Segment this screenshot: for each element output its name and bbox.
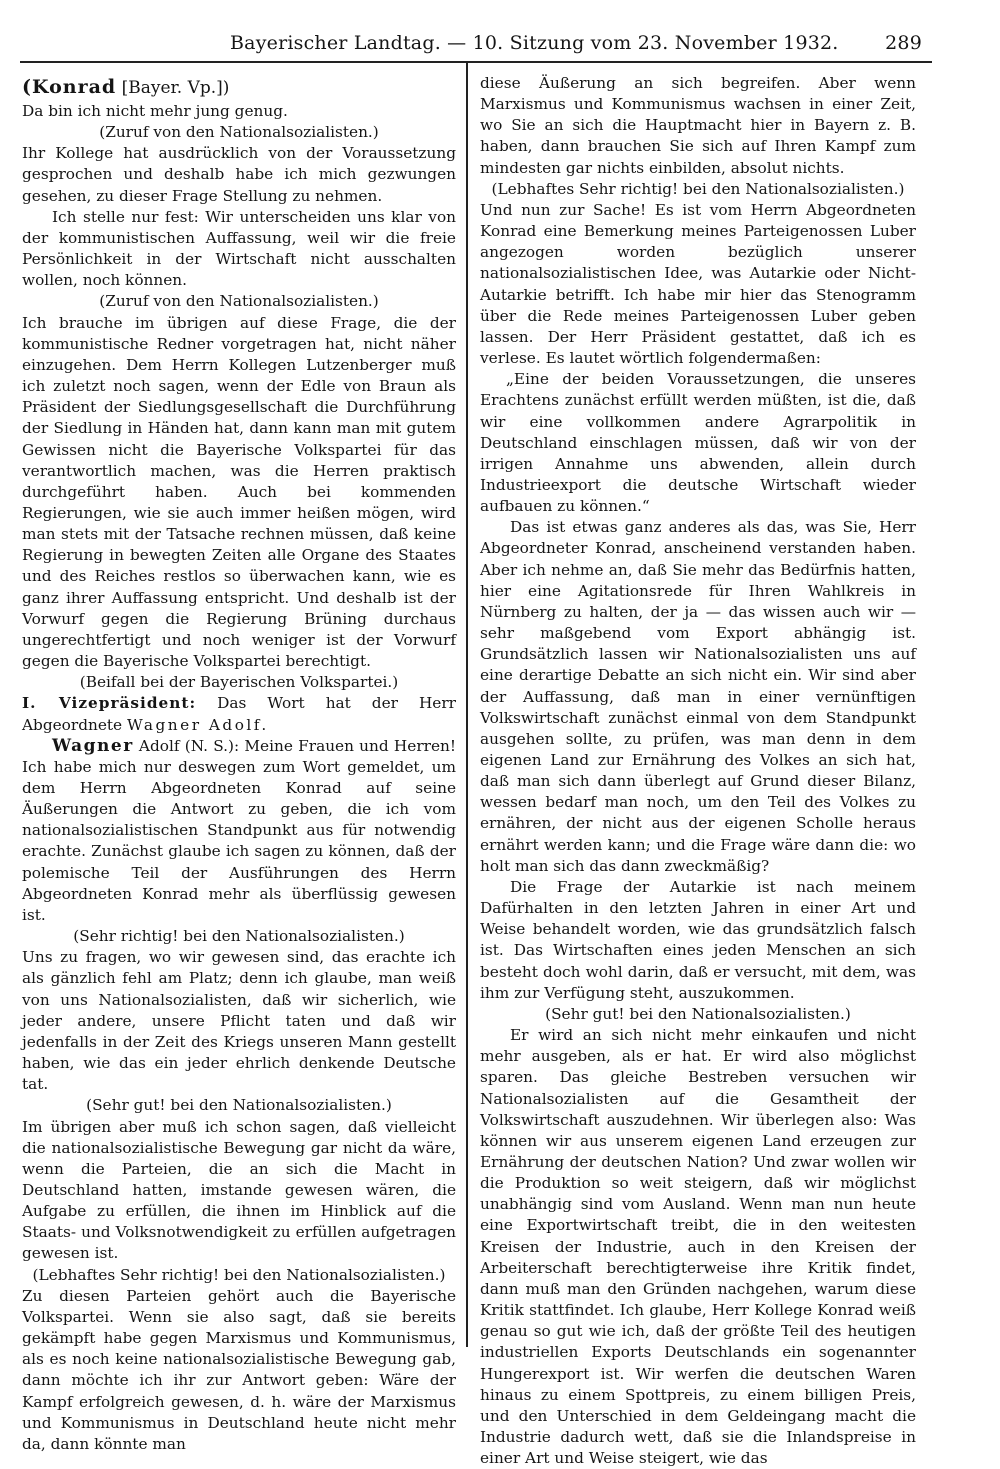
paragraph: Im übrigen aber muß ich schon sagen, daß vielleicht die nationalsozialistische Bewegung gar nicht da wäre, wenn die Parteien, die an sich die Macht in Deutschland hatten, imstande gewesen wären, die Aufgabe zu erfüllen, die ihnen im Hinblick auf die Staats- und Volksnotwendigkeit zu erfüllen aufgetragen gewesen ist. <box>22 1117 456 1263</box>
speaker-name: (Konrad <box>22 76 117 98</box>
paragraph: Das ist etwas ganz anderes als das, was Sie, Herr Abgeordneter Konrad, anscheinend verstanden haben. Aber ich nehme an, daß Sie mehr das Bedürfnis hatten, hier eine Agitationsrede für Ihren Wahlkreis in Nürnberg zu halten, der ja — das wissen auch wir — sehr maßgebend vom Export abhängig ist. Grundsätzlich lassen wir Nationalsozialisten uns auf eine derartige Debatte an sich nicht ein. Wir sind aber der Auffassung, daß man in einer vernünftigen Volkswirtschaft zunächst einmal von dem Standpunkt ausgehen sollte, zu prüfen, was man denn in dem eigenen Land zur Ernährung des Volkes an sich hat, daß man sich dann überlegt auf Grund dieser Bilanz, wessen bedarf man noch, um den Teil des Volkes zu ernähren, der nicht aus der eigenen Scholle heraus ernährt werden kann; und die Frage wäre dann die: wo holt man sich das dann zweckmäßig? <box>480 518 916 875</box>
paragraph: Da bin ich nicht mehr jung genug. <box>22 102 288 120</box>
quoted-stenogram: „Eine der beiden Voraussetzungen, die unseres Erachtens zunächst erfüllt werden müßten, ist die, daß wir eine vollkommen andere Agrarpolitik in Deutschland einschlagen müssen, daß wir von der irrigen Annahme uns abwenden, allein durch Industrieexport die deutsche Wirtschaft wieder aufbauen zu können.“ <box>480 370 916 516</box>
paragraph: Ich stelle nur fest: Wir unterscheiden uns klar von der kommunistischen Auffassung, weil wir die freie Persönlichkeit in der Wirtschaft nicht ausschalten wollen, noch können. <box>22 207 456 290</box>
column-divider <box>466 62 468 1347</box>
vice-president-label: I. Vizepräsident: <box>22 694 197 713</box>
left-column <box>22 74 456 1455</box>
called-speaker-name: Wagner Adolf. <box>126 715 269 734</box>
paragraph: Die Frage der Autarkie ist nach meinem Dafürhalten in den letzten Jahren in einer Art und Weise behandelt worden, wie das grundsätzlich falsch ist. Das Wirtschaften eines jeden Menschen an sich besteht doch wohl darin, daß er versucht, mit dem, was ihm zur Verfügung steht, auszukommen. <box>480 877 916 1002</box>
speaker-party: [Bayer. Vp.]) <box>121 78 230 98</box>
interjection: (Lebhaftes Sehr richtig! bei den Nationalsozialisten.) <box>491 179 905 198</box>
paragraph: Zu diesen Parteien gehört auch die Bayerische Volkspartei. Wenn sie also sagt, daß sie bereits gekämpft habe gegen Marxismus und Kommunismus, als es noch keine nationalsozialistische Bewegung gab, dann möchte ich ihr zur Antwort geben: Wäre der Kampf erfolgreich gewesen, d. h. wäre der Marxismus und Kommunismus in Deutschland heute nicht mehr da, dann könnte man <box>22 1286 456 1453</box>
interjection: (Zuruf von den Nationalsozialisten.) <box>99 292 379 311</box>
paragraph: diese Äußerung an sich begreifen. Aber wenn Marxismus und Kommunismus wachsen in einer Zeit, wo Sie an sich die Hauptmacht hier in Bayern z. B. haben, dann brauchen Sie sich auf Ihren Kampf zum mindesten gar nichts einbilden, absolut nichts. <box>480 74 916 177</box>
paragraph: Er wird an sich nicht mehr einkaufen und nicht mehr ausgeben, als er hat. Er wird also möglichst sparen. Das gleiche Bestreben versuchen wir Nationalsozialisten auf die Gesamtheit der Volkswirtschaft auszudehnen. Wir überlegen also: Was können wir aus unserem eigenen Land erzeugen zur Ernährung der deutschen Nation? Und zwar wollen wir die Produktion so weit steigern, daß wir möglichst unabhängig sind vom Ausland. Wenn man nun heute eine Exportwirtschaft treibt, die in den weitesten Kreisen der Industrie, auch in den Kreisen der Arbeiterschaft berechtigterweise ihre Kritik findet, dann muß man den Gründen nachgehen, warum diese Kritik stattfindet. Ich glaube, Herr Kollege Konrad weiß genau so gut wie ich, daß der größte Teil des heutigen industriellen Exports Deutschlands ein sogenannter Hungerexport ist. Wir werfen die deutschen Waren hinaus zu einem Spottpreis, zu einem billigen Preis, und den Unterschied in dem Geldeingang macht die Industrie dadurch wett, daß sie die Inlandspreise in einer Art und Weise steigert, wie das <box>480 1026 916 1468</box>
paragraph: Adolf (N. S.): Meine Frauen und Herren! Ich habe mich nur deswegen zum Wort gemeldet, um dem Herrn Abgeordneten Konrad auf seine Äußerungen die Antwort zu geben, die ich vom nationalsozialistischen Standpunkt aus für notwendig erachte. Zunächst glaube ich sagen zu können, daß der polemische Teil der Ausführungen des Herrn Abgeordneten Konrad mehr als überflüssig gewesen ist. <box>22 736 456 924</box>
speaker-name-wagner: Wagner <box>52 735 134 756</box>
speaker-heading-konrad <box>22 74 456 101</box>
interjection: (Sehr gut! bei den Nationalsozialisten.) <box>86 1096 392 1115</box>
paragraph: Uns zu fragen, wo wir gewesen sind, das erachte ich als gänzlich fehl am Platz; denn ich glaube, man weiß von uns Nationalsozialisten, daß wir sicherlich, wie jeder andere, unsere Pflicht taten und daß wir jedenfalls in der Zeit des Kriegs unseren Mann gestellt haben, wie das ein jeder ehrlich denkende Deutsche tat. <box>22 948 456 1094</box>
vice-president-text: Das Wort hat der Herr Abgeordnete <box>22 694 456 734</box>
interjection: (Sehr richtig! bei den Nationalsozialisten.) <box>73 927 405 946</box>
paragraph: Ihr Kollege hat ausdrücklich von der Voraussetzung gesprochen und deshalb habe ich mich gezwungen gesehen, zu dieser Frage Stellung zu nehmen. <box>22 144 456 205</box>
page-number: 289 <box>885 32 922 54</box>
header-title: Bayerischer Landtag. — 10. Sitzung vom 23. November 1932. <box>230 32 839 54</box>
paragraph: Und nun zur Sache! Es ist vom Herrn Abgeordneten Konrad eine Bemerkung meines Parteigenossen Luber angezogen worden bezüglich unserer nationalsozialistischen Idee, was Autarkie oder Nicht-Autarkie betrifft. Ich habe mir hier das Stenogramm über die Rede meines Parteigenossen Luber geben lassen. Der Herr Präsident gestattet, daß ich es verlese. Es lautet wörtlich folgendermaßen: <box>480 200 916 368</box>
interjection: (Zuruf von den Nationalsozialisten.) <box>99 123 379 142</box>
paragraph: Ich brauche im übrigen auf diese Frage, die der kommunistische Redner vorgetragen hat, nicht näher einzugehen. Dem Herrn Kollegen Lutzenberger muß ich zuletzt noch sagen, wenn der Edle von Braun als Präsident der Siedlungsgesellschaft die Durchführung der Siedlung in Händen hat, dann kann man mit gutem Gewissen nicht die Bayerische Volkspartei für das verantwortlich machen, was die Herren praktisch durchgeführt haben. Auch bei kommenden Regierungen, wie sie auch immer heißen mögen, wird man stets mit der Tatsache rechnen müssen, daß keine Regierung in bewegten Zeiten alle Organe des Staates und des Reiches restlos so überwachen kann, wie es ganz ihrer Auffassung entspricht. Und deshalb ist der Vorwurf gegen die Regierung Brüning durchaus ungerechtfertigt und noch weniger ist der Vorwurf gegen die Bayerische Volkspartei berechtigt. <box>22 313 456 671</box>
wagner-speech-opening <box>22 736 456 926</box>
interjection: (Lebhaftes Sehr richtig! bei den Nationalsozialisten.) <box>32 1265 446 1284</box>
header-rule <box>20 61 932 63</box>
running-header <box>230 32 930 58</box>
right-column <box>480 73 916 1469</box>
interjection: (Sehr gut! bei den Nationalsozialisten.) <box>545 1004 851 1023</box>
vice-president-statement <box>22 693 456 735</box>
interjection: (Beifall bei der Bayerischen Volkspartei.) <box>79 673 399 692</box>
